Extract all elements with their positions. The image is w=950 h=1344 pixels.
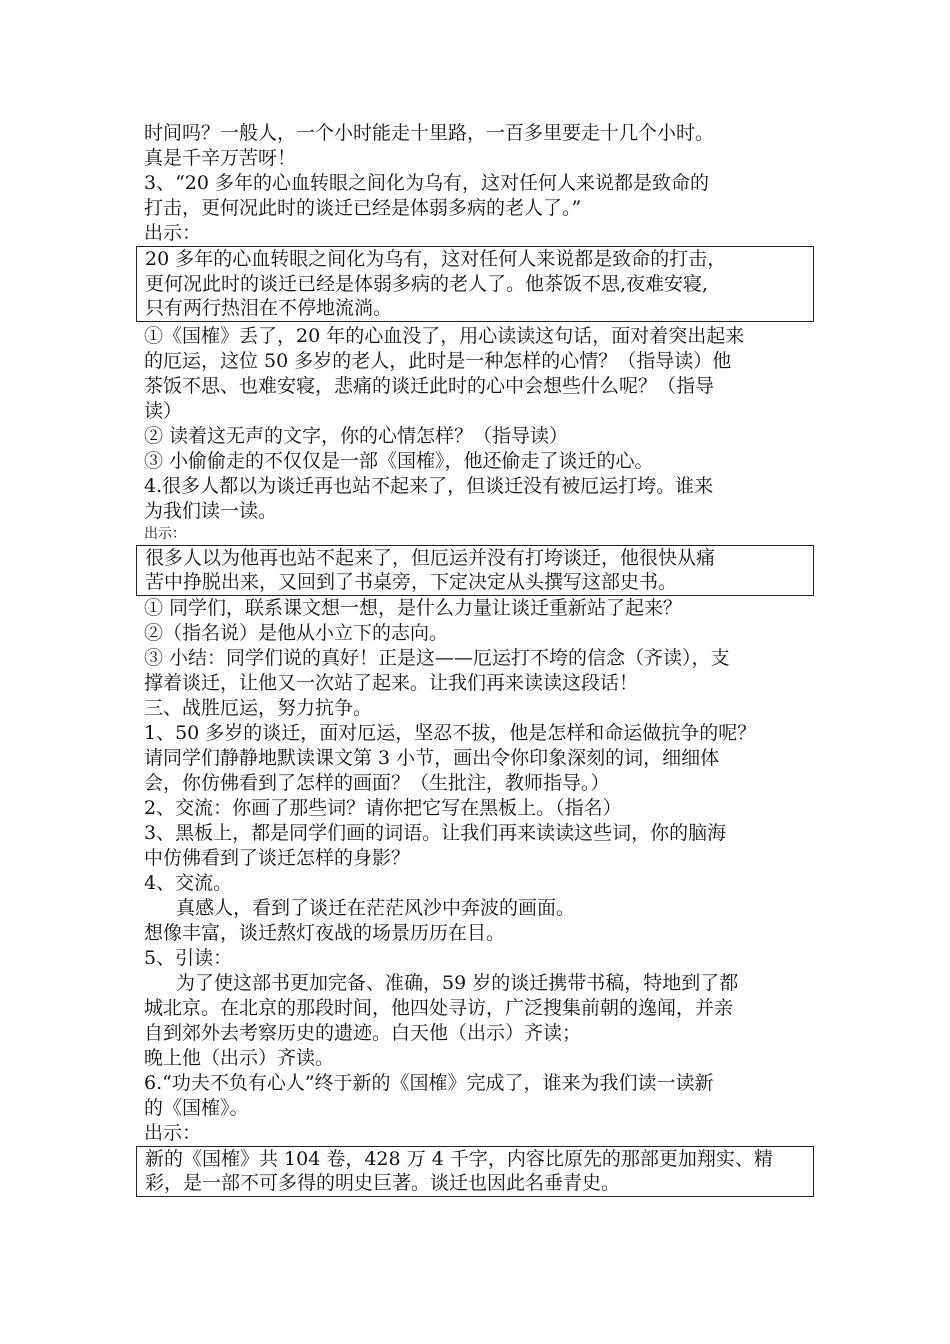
text-line: 3、黑板上，都是同学们画的词语。让我们再来读读这些词，你的脑海: [144, 821, 727, 844]
quote-line: 新的《国榷》共 104 卷，428 万 4 千字，内容比原先的那部更加翔实、精: [145, 1147, 773, 1170]
paragraph-intro: [144, 121, 819, 246]
text-line: 6.“功夫不负有心人”终于新的《国榷》完成了，谁来为我们读一读新: [144, 1071, 714, 1094]
text-line: ②（指名说）是他从小立下的志向。: [144, 621, 449, 644]
text-line: 的《国榷》。: [144, 1096, 249, 1119]
text-line: 4.很多人都以为谈迁再也站不起来了，但谈迁没有被厄运打垮。谁来: [144, 474, 714, 497]
text-line: 5、引读：: [144, 946, 233, 969]
text-line: 的厄运，这位 50 多岁的老人，此时是一种怎样的心情？（指导读）他: [144, 349, 732, 372]
text-line: 请同学们静静地默读课文第 3 小节，画出令你印象深刻的词，细细体: [144, 746, 720, 769]
quote-box-2: [136, 545, 814, 596]
indented-line: 真感人，看到了谈迁在茫茫风沙中奔波的画面。: [176, 896, 576, 919]
text-line: 城北京。在北京的那段时间，他四处寻访，广泛搜集前朝的逸闻，并亲: [144, 996, 734, 1019]
quote-line: 苦中挣脱出来，又回到了书桌旁，下定决定从头撰写这部史书。: [145, 571, 678, 593]
text-line: ② 读着这无声的文字，你的心情怎样？（指导读）: [144, 424, 569, 447]
label-show-small: 出示：: [144, 525, 186, 542]
quote-line: 20 多年的心血转眼之间化为乌有，这对任何人来说都是致命的打击，: [145, 248, 727, 270]
quote-line: 更何况此时的谈迁已经是体弱多病的老人了。他茶饭不思,夜难安寝,: [145, 272, 709, 295]
document-page: [144, 121, 819, 1197]
text-line: 想像丰富，谈迁熬灯夜战的场景历历在目。: [144, 921, 506, 944]
text-line: 会，你仿佛看到了怎样的画面？（生批注，教师指导。）: [144, 771, 610, 794]
text-line: 晚上他（出示）齐读。: [144, 1046, 335, 1069]
text-line: 茶饭不思、也难安寝，悲痛的谈迁此时的心中会想些什么呢？（指导: [144, 374, 715, 397]
paragraph-questions: [144, 324, 819, 545]
text-line: 3、“20 多年的心血转眼之间化为乌有，这对任何人来说都是致命的: [144, 172, 710, 194]
text-line: 2、交流：你画了那些词？请你把它写在黑板上。（指名）: [144, 796, 622, 819]
quote-box-3: [136, 1146, 814, 1197]
quote-line: 彩，是一部不可多得的明史巨著。谈迁也因此名垂青史。: [145, 1172, 621, 1194]
section-heading: 三、战胜厄运，努力抗争。: [144, 696, 373, 719]
label-show: 出示：: [144, 222, 202, 244]
text-line: ① 同学们，联系课文想一想，是什么力量让谈迁重新站了起来？: [144, 596, 683, 619]
text-line: ③ 小偷偷走的不仅仅是一部《国榷》，他还偷走了谈迁的心。: [144, 449, 654, 472]
label-show: 出示：: [144, 1121, 202, 1144]
text-line: 真是千辛万苦呀！: [144, 147, 297, 169]
text-line: 4、交流。: [144, 871, 233, 894]
text-line: 时间吗？一般人，一个小时能走十里路，一百多里要走十几个小时。: [144, 122, 715, 144]
text-line: 自到郊外去考察历史的遗迹。白天他（出示）齐读；: [144, 1021, 582, 1044]
text-line: 1、50 多岁的谈迁，面对厄运，坚忍不拔，他是怎样和命运做抗争的呢？: [144, 721, 757, 744]
paragraph-discussion: [144, 596, 819, 1146]
text-line: 打击，更何况此时的谈迁已经是体弱多病的老人了。”: [144, 197, 582, 219]
text-line: 撑着谈迁，让他又一次站了起来。让我们再来读读这段话！: [144, 671, 639, 694]
quote-line: 只有两行热泪在不停地流淌。: [145, 297, 393, 319]
text-line: 中仿佛看到了谈迁怎样的身影？: [144, 846, 411, 869]
quote-line: 很多人以为他再也站不起来了，但厄运并没有打垮谈迁，他很快从痛: [145, 546, 716, 569]
text-line: 为我们读一读。: [144, 499, 278, 522]
indented-line: 为了使这部书更加完备、准确，59 岁的谈迁携带书稿，特地到了都: [176, 971, 739, 994]
text-line: ①《国榷》丢了，20 年的心血没了，用心读读这句话，面对着突出起来: [144, 324, 745, 347]
text-line: ③ 小结：同学们说的真好！正是这——厄运打不垮的信念（齐读），支: [144, 646, 730, 669]
text-line: 读）: [144, 399, 183, 422]
quote-box-1: [136, 246, 814, 322]
